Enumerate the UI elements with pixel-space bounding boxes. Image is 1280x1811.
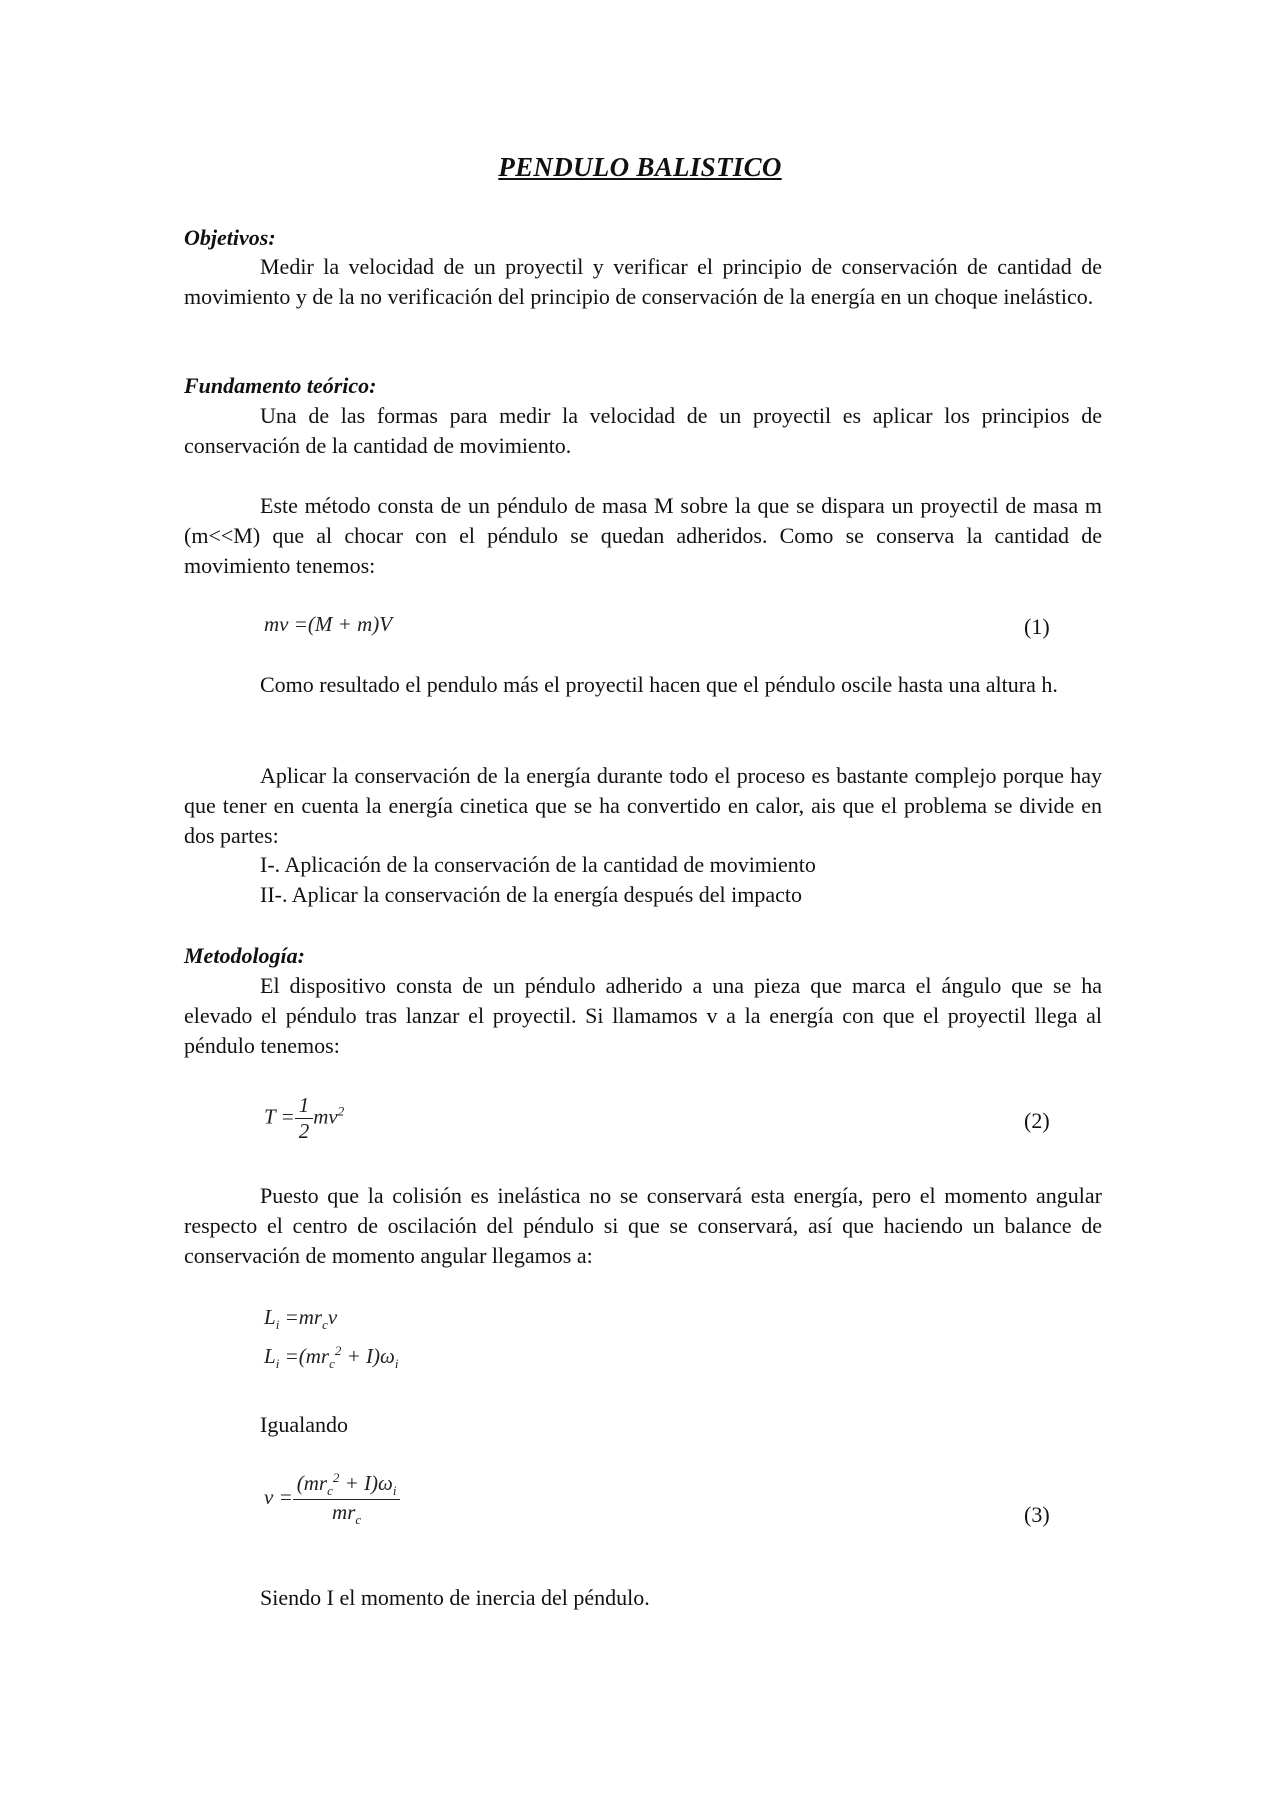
eq3-den: mr (332, 1500, 356, 1525)
paragraph-text: Este método consta de un péndulo de masa M sobre la que se dispara un proyectil de masa m (m<<M) que al chocar con el péndulo se quedan adheridos. Como se conserva la cantidad de movimiento tenemos: (184, 493, 1102, 578)
fraction-denominator (293, 1500, 401, 1528)
equation-1: mv =(M + m)V (264, 612, 393, 636)
equation-L-final (264, 1343, 398, 1372)
paragraph-text: Como resultado el pendulo más el proyectil hacen que el péndulo oscile hasta una altura h. (260, 672, 1058, 697)
eqL-sub: i (275, 1356, 280, 1372)
paragraph-text: El dispositivo consta de un péndulo adherido a una pieza que marca el ángulo que se ha elevado el péndulo tras lanzar el proyectil. Si llamamos v a la energía con que el proyectil llega al péndulo tenemos: (184, 973, 1102, 1058)
paragraph-fundamento-4 (184, 761, 1102, 851)
fraction-numerator (293, 1470, 401, 1500)
eqL2-sub-c: c (329, 1356, 335, 1372)
eqL1-rhs: =mr (284, 1305, 323, 1329)
eqL1-sub-c: c (322, 1317, 328, 1333)
paragraph-text: Una de las formas para medir la velocidad de un proyectil es aplicar los principios de conservación de la cantidad de movimiento. (184, 403, 1102, 458)
list-item-1: I-. Aplicación de la conservación de la cantidad de movimiento (260, 852, 816, 877)
eq2-rhs: mv (313, 1104, 338, 1129)
eq3-num-b: + I)ω (344, 1471, 393, 1495)
eq3-num-a: (mr (296, 1471, 328, 1495)
paragraph-fundamento-3 (184, 670, 1102, 700)
eqL-symbol: L (264, 1305, 276, 1329)
page-title: PENDULO BALISTICO (498, 152, 782, 182)
eq3-num-sub-i: i (392, 1483, 397, 1499)
eq3-num-sub-c: c (327, 1483, 333, 1499)
eqL-symbol: L (264, 1344, 276, 1368)
paragraph-metodologia-2 (184, 1181, 1102, 1271)
paragraph-fundamento-2 (184, 491, 1102, 581)
fraction-numerator: 1 (295, 1093, 314, 1119)
paragraph-text: Aplicar la conservación de la energía durante todo el proceso es bastante complejo porque hay que tener en cuenta la energía cinetica que se ha convertido en calor, ais que el problema se divide en dos partes: (184, 763, 1102, 848)
equation-number-1: (1) (1024, 614, 1050, 639)
eq3-lhs: v = (264, 1485, 293, 1509)
paragraph-metodologia-1 (184, 971, 1102, 1061)
section-heading-objetivos: Objetivos: (184, 225, 276, 250)
fraction (293, 1470, 401, 1528)
fraction-denominator: 2 (298, 1119, 310, 1143)
eqL-sub: i (275, 1317, 280, 1333)
equation-number-3: (3) (1024, 1502, 1050, 1527)
eqL2-sub-i: i (394, 1356, 399, 1372)
paragraph-text: Medir la velocidad de un proyectil y verificar el principio de conservación de cantidad de movimiento y de la no verificación del principio de conservación de la energía en un choque inelástico. (184, 254, 1102, 309)
section-heading-metodologia: Metodología: (184, 943, 305, 968)
eqL1-v: v (327, 1305, 338, 1329)
final-text: Siendo I el momento de inercia del péndulo. (260, 1585, 650, 1610)
equation-number-2: (2) (1024, 1108, 1050, 1133)
eq2-lhs: T = (264, 1104, 295, 1129)
equation-L-initial (264, 1305, 337, 1333)
list-item-2: II-. Aplicar la conservación de la energía después del impacto (260, 882, 803, 907)
equation-2 (264, 1093, 344, 1144)
paragraph-objetivos (184, 252, 1102, 312)
section-heading-fundamento: Fundamento teórico: (184, 373, 377, 398)
eq3-den-sub-c: c (355, 1512, 362, 1528)
eqL2-rhs-a: =(mr (284, 1344, 330, 1368)
eq3-num-exponent: 2 (332, 1470, 340, 1485)
eq2-exponent: 2 (337, 1103, 345, 1119)
eqL2-exponent: 2 (334, 1343, 342, 1358)
fraction (295, 1093, 314, 1144)
eqL2-rhs-b: + I)ω (346, 1344, 395, 1368)
paragraph-fundamento-1 (184, 401, 1102, 461)
paragraph-text: Puesto que la colisión es inelástica no se conservará esta energía, pero el momento angular respecto el centro de oscilación del péndulo si que se conservará, así que haciendo un balance de conservación de momento angular llegamos a: (184, 1183, 1102, 1268)
equation-3 (264, 1470, 400, 1528)
igualando-text: Igualando (260, 1412, 348, 1437)
